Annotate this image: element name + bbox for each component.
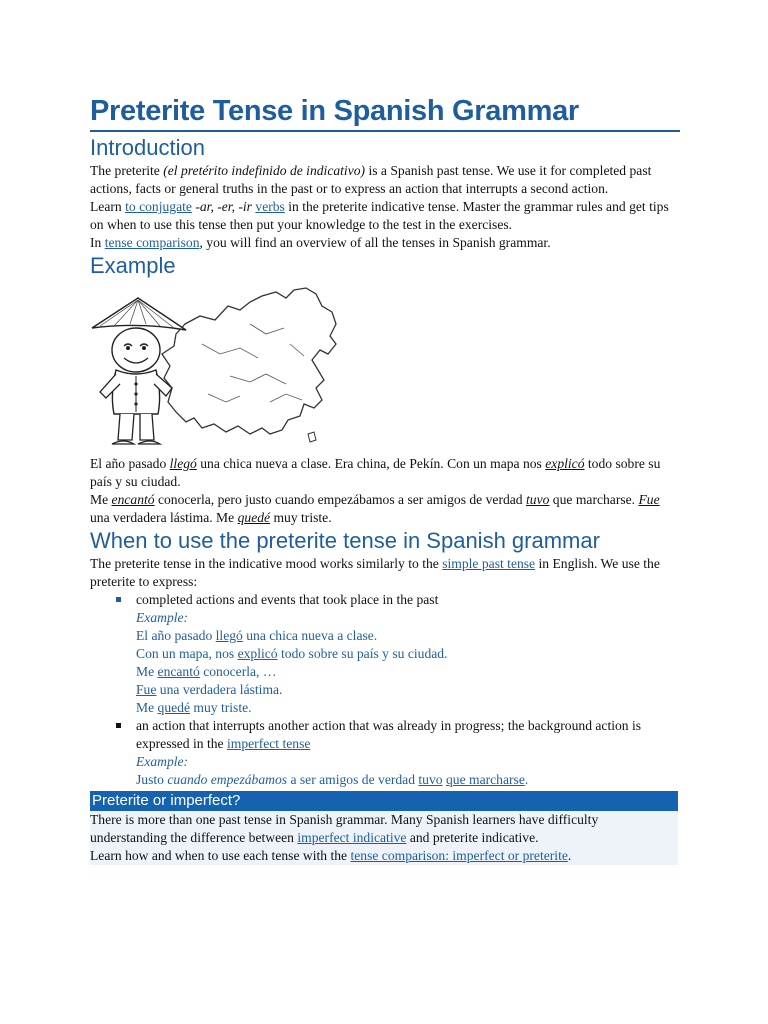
box-paragraph-2 — [90, 847, 678, 865]
verb-highlight: quedé — [237, 510, 271, 525]
simple-past-tense-link[interactable]: simple past tense — [442, 556, 536, 571]
verb-highlight: explicó — [545, 456, 585, 471]
example-paragraph-1 — [90, 455, 680, 491]
text: - — [191, 199, 200, 214]
text-italic: cuando empezábamos — [167, 772, 288, 787]
text: The preterite — [90, 163, 164, 178]
text: is a Spanish past tense. We use it for completed past actions, facts or general truths in the past or to express an action that interrupts a second action. — [90, 163, 652, 196]
text: an action that interrupts another action that was already in progress; the background action is expressed in the — [136, 718, 642, 751]
text: . — [567, 848, 572, 863]
text: Learn — [90, 199, 126, 214]
preterite-or-imperfect-heading: Preterite or imperfect? — [90, 791, 678, 811]
text: Learn how and when to use each tense with the — [90, 848, 351, 863]
example-line — [136, 771, 680, 789]
text: muy triste. — [190, 700, 252, 715]
text: . — [524, 772, 529, 787]
info-box — [90, 811, 678, 865]
text: There is more than one past tense in Spanish grammar. Many Spanish learners have difficulty understanding the difference between — [90, 812, 599, 845]
imperfect-indicative-link[interactable]: imperfect indicative — [297, 830, 407, 845]
chinese-boy-with-map-illustration — [90, 284, 340, 452]
intro-paragraph-3 — [90, 234, 680, 252]
when-paragraph — [90, 555, 680, 591]
text: Con un mapa, nos — [136, 646, 238, 661]
example-line — [136, 699, 680, 717]
text: and preterite indicative. — [406, 830, 539, 845]
text: una verdadera lástima. — [156, 682, 283, 697]
example-label: Example: — [136, 754, 189, 769]
text: una verdadera lástima. Me — [90, 510, 238, 525]
verb-highlight: Fue — [136, 682, 157, 697]
text: que marcharse. — [549, 492, 639, 507]
text: a ser amigos de verdad — [287, 772, 419, 787]
text: El año pasado — [90, 456, 170, 471]
verb-highlight: quedé — [157, 700, 190, 715]
example-paragraph-2 — [90, 491, 680, 527]
example-block — [136, 609, 680, 717]
intro-paragraph-2 — [90, 198, 680, 234]
verb-highlight: tuvo — [526, 492, 550, 507]
example-line — [136, 627, 680, 645]
text: una chica nueva a clase. Era china, de Pekín. Con un mapa nos — [196, 456, 546, 471]
list-item — [136, 591, 680, 717]
verb-highlight: explicó — [237, 646, 278, 661]
text-italic: (el pretérito indefinido de indicativo) — [163, 163, 366, 178]
verbs-link[interactable]: verbs — [255, 199, 285, 214]
text: in the preterite indicative tense. Master the grammar rules and get tips on when to use this tense then put your knowledge to the test in the exercises. — [90, 199, 669, 232]
tense-comparison-imperfect-preterite-link[interactable]: tense comparison: imperfect or preterite — [350, 848, 568, 863]
square-bullet-icon — [116, 597, 121, 602]
box-paragraph-1 — [90, 811, 678, 847]
verb-highlight: Fue — [638, 492, 660, 507]
document-page — [90, 92, 680, 865]
text-italic: ar, -er, -ir — [199, 199, 252, 214]
page-title: Preterite Tense in Spanish Grammar — [90, 92, 680, 132]
verb-highlight: que marcharse — [445, 772, 525, 787]
verb-highlight: tuvo — [418, 772, 443, 787]
list-item — [136, 717, 680, 789]
intro-heading: Introduction — [90, 135, 205, 160]
when-heading: When to use the preterite tense in Spanish grammar — [90, 528, 600, 553]
text: Justo — [136, 772, 168, 787]
text: todo sobre su país y su ciudad. — [90, 456, 661, 489]
imperfect-tense-link[interactable]: imperfect tense — [226, 736, 311, 751]
text: conocerla, … — [199, 664, 277, 679]
text: todo sobre su país y su ciudad. — [277, 646, 448, 661]
text: The preterite tense in the indicative mood works similarly to the — [90, 556, 443, 571]
example-line — [136, 663, 680, 681]
text: in English. We use the preterite to express: — [90, 556, 660, 589]
verb-highlight: llegó — [169, 456, 197, 471]
text: conocerla, pero justo cuando empezábamos a ser amigos de verdad — [154, 492, 526, 507]
verb-highlight: llegó — [215, 628, 243, 643]
text: El año pasado — [136, 628, 216, 643]
square-bullet-icon — [116, 723, 121, 728]
text: una chica nueva a clase. — [242, 628, 378, 643]
text: , you will find an overview of all the tenses in Spanish grammar. — [199, 235, 551, 250]
conjugate-link[interactable]: to conjugate — [125, 199, 192, 214]
verb-highlight: encantó — [111, 492, 155, 507]
text: muy triste. — [270, 510, 332, 525]
text: In — [90, 235, 105, 250]
example-line — [136, 645, 680, 663]
example-block — [136, 753, 680, 789]
example-label: Example: — [136, 610, 189, 625]
list-item-text: completed actions and events that took place in the past — [136, 592, 439, 607]
intro-paragraph-1 — [90, 162, 680, 198]
list-item-text — [136, 717, 680, 753]
verb-highlight: encantó — [157, 664, 200, 679]
usage-list — [90, 591, 680, 789]
tense-comparison-link[interactable]: tense comparison — [104, 235, 200, 250]
text: Me — [136, 700, 158, 715]
text: Me — [90, 492, 112, 507]
example-line — [136, 681, 680, 699]
text: Me — [136, 664, 158, 679]
example-heading: Example — [90, 253, 176, 278]
